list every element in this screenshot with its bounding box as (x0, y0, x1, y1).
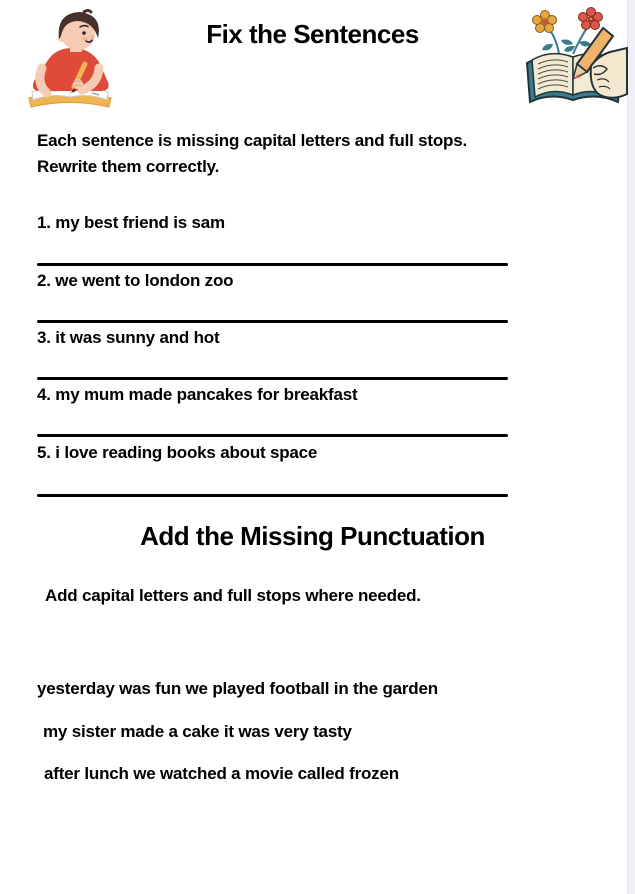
notebook-icon-svg (523, 6, 628, 118)
answer-line-1 (37, 263, 508, 266)
instructions-line-2: Rewrite them correctly. (37, 157, 220, 176)
answer-line-3 (37, 377, 508, 380)
sentence-item-1: 1. my best friend is sam (37, 213, 225, 232)
page-edge-shadow (627, 0, 635, 894)
punctuation-sentence-3: after lunch we watched a movie called frozen (44, 764, 399, 783)
punctuation-sentence-1: yesterday was fun we played football in the garden (37, 679, 438, 698)
instructions-line-1: Each sentence is missing capital letters and full stops. (37, 131, 467, 150)
punctuation-sentence-2: my sister made a cake it was very tasty (43, 722, 352, 741)
section2-heading: Add the Missing Punctuation (140, 521, 485, 551)
sentence-item-2: 2. we went to london zoo (37, 271, 234, 290)
answer-line-5 (37, 494, 508, 497)
page-title: Fix the Sentences (206, 19, 419, 49)
sentence-item-4: 4. my mum made pancakes for breakfast (37, 385, 358, 404)
answer-line-4 (37, 434, 508, 437)
section2-instruction: Add capital letters and full stops where needed. (45, 586, 421, 605)
notebook-pencil-flowers-icon (523, 6, 628, 118)
section1-instructions (37, 128, 582, 180)
sentence-item-5: 5. i love reading books about space (37, 443, 318, 462)
sentence-item-3: 3. it was sunny and hot (37, 328, 220, 347)
answer-line-2 (37, 320, 508, 323)
